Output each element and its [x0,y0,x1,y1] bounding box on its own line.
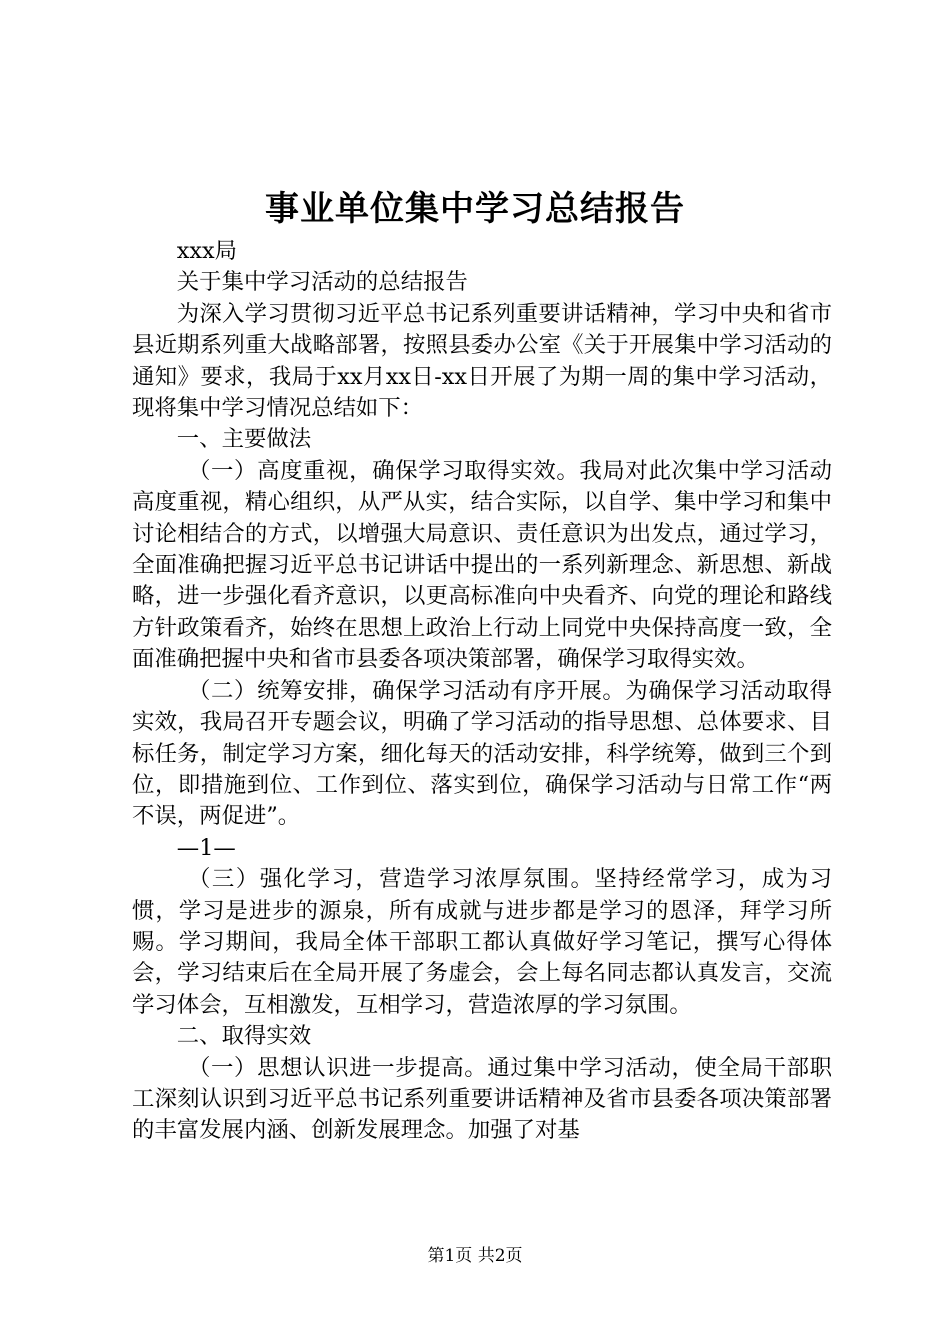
paragraph-1-2: （二）统筹安排，确保学习活动有序开展。为确保学习活动取得实效，我局召开专题会议，明确了学习活动的指导思想、总体要求、目标任务，制定学习方案，细化每天的活动安排，科学统筹，做到三个到位，即措施到位、工作到位、落实到位，确保学习活动与日常工作“两不误，两促进”。 [132,677,832,830]
page-footer: 第1页 共2页 [427,1246,523,1266]
document-title: 事业单位集中学习总结报告 [265,189,685,229]
subtitle-line: 关于集中学习活动的总结报告 [176,269,468,296]
inline-page-marker: —1— [176,834,236,861]
paragraph-1-3: （三）强化学习，营造学习浓厚氛围。坚持经常学习，成为习惯，学习是进步的源泉，所有成就与进步都是学习的恩泽，拜学习所赐。学习期间，我局全体干部职工都认真做好学习笔记，撰写心得体会，学习结束后在全局开展了务虚会，会上每名同志都认真发言，交流学习体会，互相激发，互相学习，营造浓厚的学习氛围。 [132,866,832,1018]
document-body [132,236,832,1147]
issuer-line: xxx局 [176,238,238,264]
section-heading-2: 二、取得实效 [176,1023,312,1050]
paragraph-2-1: （一）思想认识进一步提高。通过集中学习活动，使全局干部职工深刻认识到习近平总书记系列重要讲话精神及省市县委各项决策部署的丰富发展内涵、创新发展理念。加强了对基 [132,1054,832,1144]
paragraph-1-1: （一）高度重视，确保学习取得实效。我局对此次集中学习活动高度重视，精心组织，从严从实，结合实际，以自学、集中学习和集中讨论相结合的方式，以增强大局意识、责任意识为出发点，通过学习，全面准确把握习近平总书记讲话中提出的一系列新理念、新思想、新战略，进一步强化看齐意识，以更高标准向中央看齐、向党的理论和路线方针政策看齐，始终在思想上政治上行动上同党中央保持高度一致，全面准确把握中央和省市县委各项决策部署，确保学习取得实效。 [132,457,832,673]
section-heading-1: 一、主要做法 [176,426,312,453]
intro-paragraph: 为深入学习贯彻习近平总书记系列重要讲话精神，学习中央和省市县近期系列重大战略部署，按照县委办公室《关于开展集中学习活动的通知》要求，我局于xx月xx日-xx日开展了为期一周的集中学习活动，现将集中学习情况总结如下： [132,300,832,422]
